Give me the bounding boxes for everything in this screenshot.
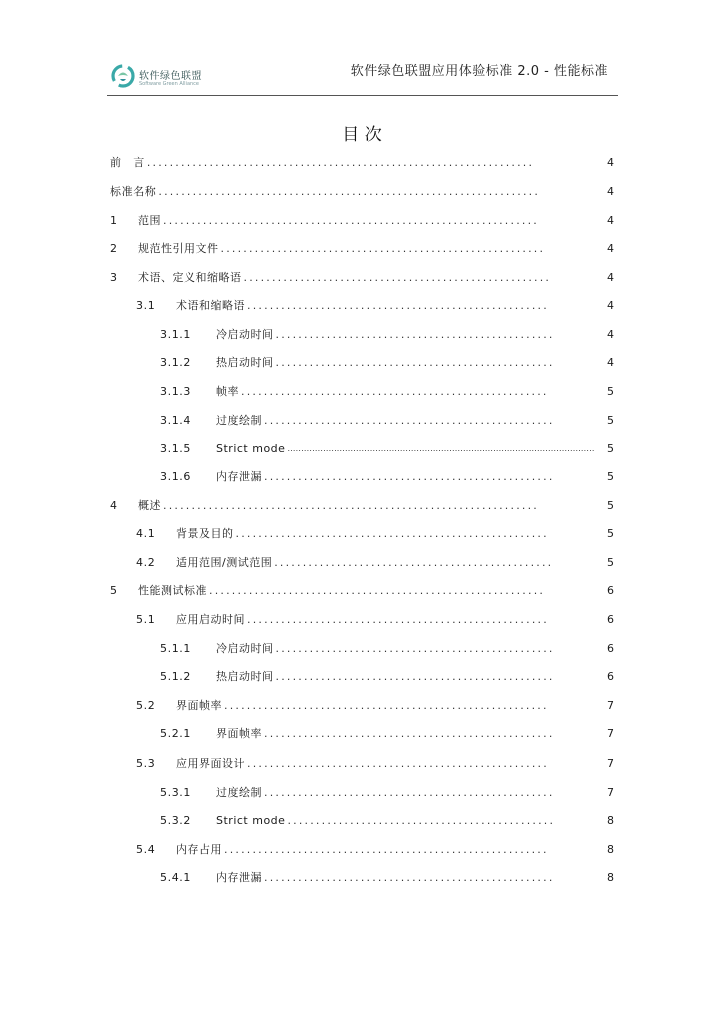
toc-leader-dots: ...................................................... [243, 271, 552, 284]
toc-entry-page-number: 4 [607, 156, 614, 169]
toc-entry[interactable] [0, 241, 724, 257]
toc-entry-number: 5.3.2 [160, 814, 191, 827]
toc-entry-title: 冷启动时间 [216, 642, 274, 655]
toc-entry-number: 5.3 [136, 757, 156, 770]
toc-entry-heading [160, 327, 274, 343]
toc-leader-dots: ................................................. [275, 670, 555, 683]
toc-entry-page-number: 4 [607, 185, 614, 198]
toc-entry-title: 内存占用 [176, 843, 222, 856]
alliance-logo [111, 64, 211, 94]
toc-entry-heading [160, 469, 262, 485]
document-title: 软件绿色联盟应用体验标准 2.0 - 性能标准 [350, 64, 608, 79]
toc-entry-title: 过度绘制 [216, 414, 262, 427]
toc-entry-number: 3.1.3 [160, 385, 191, 398]
toc-entry[interactable] [0, 413, 724, 429]
toc-entry-title: 帧率 [216, 385, 239, 398]
toc-entry-heading [136, 698, 222, 714]
toc-entry-heading [160, 870, 262, 886]
toc-entry[interactable] [0, 384, 724, 400]
toc-entry[interactable] [0, 756, 724, 772]
toc-leader-dots: .................................................................. [163, 214, 539, 227]
toc-entry[interactable] [0, 555, 724, 571]
toc-entry-number: 5.1.2 [160, 670, 191, 683]
toc-leader-dots: ..................................................... [247, 299, 549, 312]
toc-entry-page-number: 4 [607, 356, 614, 369]
toc-leader-dots: ....................................................... [235, 527, 549, 540]
toc-entry-title: 界面帧率 [216, 727, 262, 740]
toc-entry-number: 5.2.1 [160, 727, 191, 740]
toc-leader-dots: ......................................................... [224, 699, 549, 712]
toc-leader-dots: ..................................................... [247, 613, 549, 626]
toc-entry-title: 术语和缩略语 [176, 299, 245, 312]
toc-entry-title: 热启动时间 [216, 670, 274, 683]
toc-entry-heading [160, 813, 285, 829]
toc-entry[interactable] [0, 726, 724, 742]
toc-entry-number: 3.1.6 [160, 470, 191, 483]
toc-entry-page-number: 7 [607, 727, 614, 740]
toc-entry[interactable] [0, 155, 724, 171]
toc-entry[interactable] [0, 669, 724, 685]
toc-entry-heading [136, 842, 222, 858]
toc-leader-dots: ........................................................... [209, 584, 546, 597]
toc-entry-page-number: 5 [607, 385, 614, 398]
toc-entry-number: 5.1 [136, 613, 156, 626]
toc-entry-page-number: 5 [607, 527, 614, 540]
toc-entry-heading [160, 785, 262, 801]
toc-entry-title: 规范性引用文件 [138, 242, 219, 255]
toc-entry-page-number: 8 [607, 871, 614, 884]
toc-entry-title: 概述 [138, 499, 161, 512]
toc-entry-number: 3.1.5 [160, 442, 191, 455]
toc-entry-number: 2 [110, 242, 118, 255]
toc-entry-heading [136, 526, 234, 542]
toc-entry-page-number: 5 [607, 470, 614, 483]
toc-entry[interactable] [0, 842, 724, 858]
toc-entry-heading [160, 413, 262, 429]
toc-entry-page-number: 6 [607, 642, 614, 655]
toc-leader-dots: ......................................................... [224, 843, 549, 856]
toc-entry-title: 过度绘制 [216, 786, 262, 799]
logo-english-name: Software Green Alliance [139, 81, 200, 87]
toc-entry[interactable] [0, 813, 724, 829]
toc-leader-dots: .................................................................... [146, 156, 535, 169]
toc-entry[interactable] [0, 184, 724, 200]
toc-entry-title: 内存泄漏 [216, 871, 262, 884]
toc-entry-title: 术语、定义和缩略语 [138, 271, 242, 284]
toc-entry-heading [160, 384, 239, 400]
toc-entry-page-number: 7 [607, 757, 614, 770]
toc-entry-number: 3.1.4 [160, 414, 191, 427]
toc-entry[interactable] [0, 327, 724, 343]
toc-entry-page-number: 4 [607, 299, 614, 312]
toc-entry[interactable] [0, 612, 724, 628]
toc-title: 目 次 [342, 125, 382, 145]
toc-entry-title: 应用界面设计 [176, 757, 245, 770]
toc-entry-number: 标准名称 [110, 185, 157, 198]
toc-entry-title: 冷启动时间 [216, 328, 274, 341]
toc-leader-dots: ................................................. [275, 356, 555, 369]
alliance-logo-icon [111, 64, 135, 88]
toc-entry-number: 4.2 [136, 556, 156, 569]
toc-entry-title: Strict mode [216, 442, 286, 455]
toc-leader-dots: ...................................................... [241, 385, 549, 398]
toc-entry-title: 背景及目的 [176, 527, 234, 540]
toc-entry-page-number: 6 [607, 613, 614, 626]
toc-entry-number: 3.1.2 [160, 356, 191, 369]
toc-entry-heading [136, 298, 245, 314]
toc-entry[interactable] [0, 298, 724, 314]
toc-entry[interactable] [0, 785, 724, 801]
toc-entry-page-number: 8 [607, 814, 614, 827]
toc-entry-title: 热启动时间 [216, 356, 274, 369]
toc-entry-page-number: 5 [607, 442, 614, 455]
header-divider [107, 95, 618, 96]
toc-entry[interactable] [0, 641, 724, 657]
toc-entry-number: 前 言 [110, 156, 145, 169]
toc-leader-dots: ................................................... [264, 727, 555, 740]
toc-leader-dots: ..................................................... [247, 757, 549, 770]
toc-entry[interactable] [0, 469, 724, 485]
toc-entry-heading [160, 641, 274, 657]
toc-entry-number: 5.4 [136, 843, 156, 856]
toc-leader-dots: ................................................... [264, 470, 555, 483]
logo-chinese-name: 软件绿色联盟 [139, 71, 202, 82]
toc-entry[interactable] [0, 870, 724, 886]
toc-entry-page-number: 4 [607, 242, 614, 255]
toc-entry-heading [110, 583, 207, 599]
toc-entry[interactable] [0, 698, 724, 714]
toc-entry-heading [110, 241, 219, 257]
toc-entry-number: 5.4.1 [160, 871, 191, 884]
toc-entry-title: 界面帧率 [176, 699, 222, 712]
toc-leader-dots: ................................................. [274, 556, 554, 569]
toc-entry-heading [110, 270, 242, 286]
toc-entry-title: 内存泄漏 [216, 470, 262, 483]
toc-leader-dots: ................................................... [264, 786, 555, 799]
toc-leader-dots: ................................................. [275, 328, 555, 341]
toc-entry-page-number: 6 [607, 584, 614, 597]
toc-leader-dots: .................................................................. [163, 499, 539, 512]
toc-entry-number: 4.1 [136, 527, 156, 540]
toc-entry-heading [136, 612, 245, 628]
toc-entry-page-number: 4 [607, 271, 614, 284]
toc-entry-number: 3.1 [136, 299, 156, 312]
toc-entry[interactable] [0, 441, 724, 457]
toc-entry-number: 3.1.1 [160, 328, 191, 341]
toc-entry[interactable] [0, 498, 724, 514]
toc-entry[interactable] [0, 583, 724, 599]
toc-entry-heading [110, 155, 145, 171]
toc-entry-heading [160, 669, 274, 685]
toc-entry-number: 5.1.1 [160, 642, 191, 655]
toc-entry-heading [110, 213, 161, 229]
toc-entry-number: 3 [110, 271, 118, 284]
page-header [0, 0, 724, 100]
toc-entry-heading [136, 756, 245, 772]
toc-entry[interactable] [0, 270, 724, 286]
toc-entry-title: Strict mode [216, 814, 286, 827]
toc-leader-dots: ................................................. [275, 642, 555, 655]
toc-entry-heading [160, 441, 285, 457]
toc-entry-page-number: 4 [607, 328, 614, 341]
toc-entry-title: 应用启动时间 [176, 613, 245, 626]
toc-entry-heading [110, 498, 161, 514]
toc-entry[interactable] [0, 355, 724, 371]
toc-entry[interactable] [0, 213, 724, 229]
toc-leader-dots: ................................................................................................................ [287, 444, 595, 453]
toc-entry-number: 4 [110, 499, 118, 512]
toc-entry-heading [110, 184, 156, 200]
toc-entry-page-number: 7 [607, 699, 614, 712]
toc-entry-number: 5.2 [136, 699, 156, 712]
toc-entry-page-number: 7 [607, 786, 614, 799]
toc-entry-page-number: 4 [607, 214, 614, 227]
toc-leader-dots: ......................................................... [220, 242, 546, 255]
toc-entry-page-number: 6 [607, 670, 614, 683]
toc-entry-page-number: 5 [607, 414, 614, 427]
toc-entry-heading [136, 555, 272, 571]
toc-entry-number: 5 [110, 584, 118, 597]
toc-entry-page-number: 5 [607, 556, 614, 569]
toc-entry-title: 范围 [138, 214, 161, 227]
toc-entry-page-number: 5 [607, 499, 614, 512]
toc-entry-title: 性能测试标准 [138, 584, 207, 597]
toc-entry-title: 适用范围/测试范围 [176, 556, 273, 569]
toc-leader-dots: ................................................... [264, 414, 555, 427]
toc-entry-number: 1 [110, 214, 118, 227]
toc-leader-dots: ................................................................... [158, 185, 541, 198]
toc-entry-heading [160, 355, 274, 371]
toc-entry-heading [160, 726, 262, 742]
toc-entry-page-number: 8 [607, 843, 614, 856]
toc-entry-number: 5.3.1 [160, 786, 191, 799]
toc-entry[interactable] [0, 526, 724, 542]
toc-leader-dots: ................................................... [264, 871, 555, 884]
toc-leader-dots: ............................................... [287, 814, 556, 827]
